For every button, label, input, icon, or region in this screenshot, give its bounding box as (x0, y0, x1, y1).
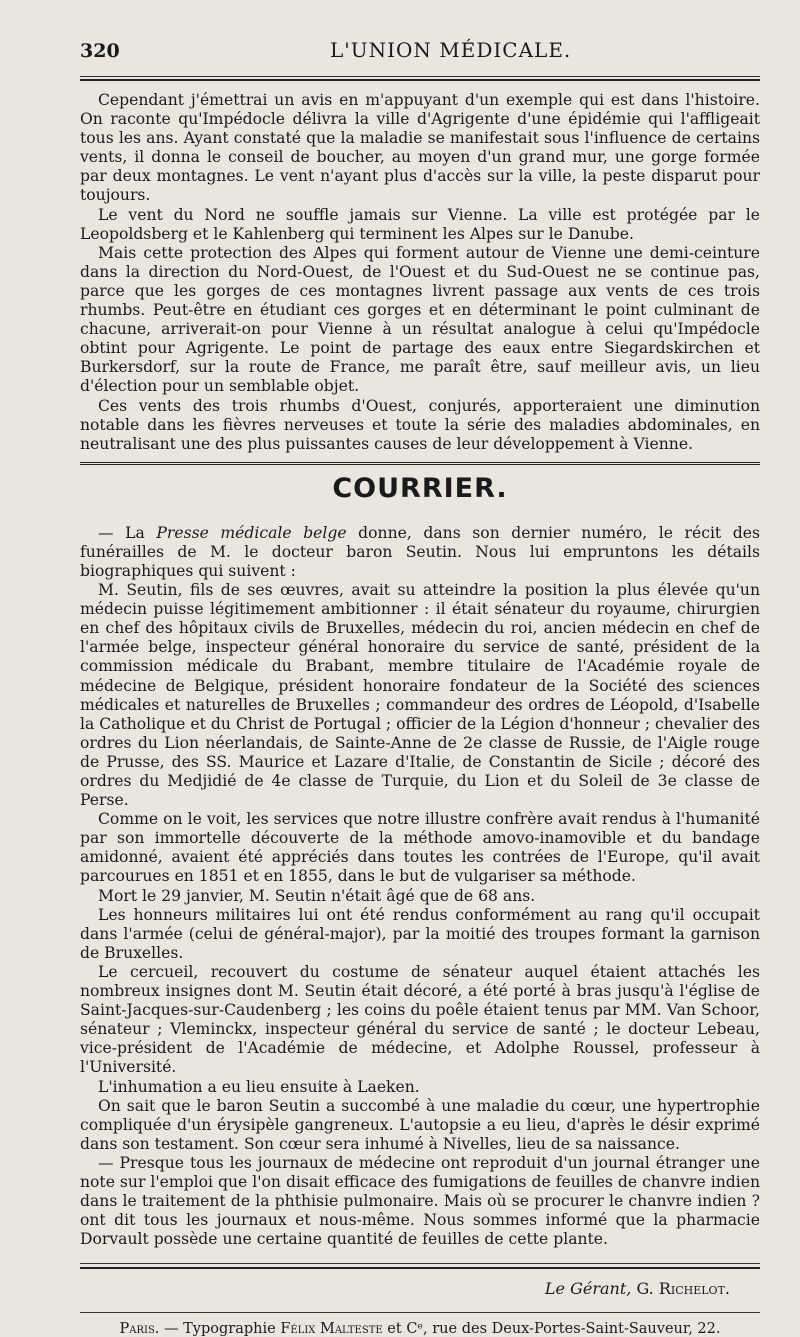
paragraph: M. Seutin, fils de ses œuvres, avait su atteindre la position la plus élevée qu'un médecin puisse légitimement ambitionner : il était sénateur du royaume, chirurgien en chef des hôpitaux civils de Bruxelles, médecin du roi, ancien médecin en chef de l'armée belge, inspecteur général honoraire du service de santé, président de la commission médicale du Brabant, membre titulaire de l'Académie royale de médecine de Belgique, président honoraire fondateur de la Société des sciences médicales et naturelles de Bruxelles ; commandeur des ordres de Léopold, d'Isabelle la Catholique et du Christ de Portugal ; officier de la Légion d'honneur ; chevalier des ordres du Lion néerlandais, de Sainte-Anne de 2e classe de Russie, de l'Aigle rouge de Prusse, des SS. Maurice et Lazare d'Italie, de Constantin de Sicile ; décoré des ordres du Medjidié de 4e classe de Turquie, du Lion et du Soleil de 3e classe de Perse. (80, 581, 760, 810)
signature-name: G. Richelot. (636, 1279, 730, 1299)
paragraph: Les honneurs militaires lui ont été rendus conformément au rang qu'il occupait dans l'armée (celui de général-major), par la moitié des troupes formant la garnison de Bruxelles. (80, 905, 760, 962)
section-vienne-winds (80, 91, 760, 454)
intro-rest: donne, dans son dernier numéro, le récit des funérailles de M. le docteur baron Seutin. Nous lui empruntons les détails biographiques qui suivent : (80, 523, 760, 580)
paragraph: Cependant j'émettrai un avis en m'appuyant d'un exemple qui est dans l'histoire. On raconte qu'Impédocle délivra la ville d'Agrigente d'une épidémie qui l'affligeait tous les ans. Ayant constaté que la maladie se manifestait sous l'influence de certains vents, il donna le conseil de boucher, au moyen d'un grand mur, une gorge formée par deux montagnes. Le vent n'ayant plus d'accès sur la ville, la peste disparut pour toujours. (80, 91, 760, 205)
footer-rule (80, 1263, 760, 1264)
paragraph: L'inhumation a eu lieu ensuite à Laeken. (98, 1077, 420, 1096)
paragraph: Ces vents des trois rhumbs d'Ouest, conjurés, apporteraient une diminution notable dans les fièvres nerveuses et toute la série des maladies abdominales, en neutralisant une des plus puissantes causes de leur développement à Vienne. (80, 396, 760, 453)
paragraph: Mort le 29 janvier, M. Seutin n'était âgé que de 68 ans. (98, 886, 536, 905)
imprint-text-before: — Typographie (159, 1321, 281, 1337)
signature-role: Le Gérant, (544, 1279, 632, 1299)
section-divider (80, 462, 760, 465)
paragraph: Le vent du Nord ne souffle jamais sur Vienne. La ville est protégée par le Leopoldsberg et le Kahlenberg qui terminent les Alpes sur le Danube. (80, 205, 760, 243)
imprint-rule (80, 1312, 760, 1313)
imprint (80, 1321, 760, 1337)
running-title: L'UNION MÉDICALE. (330, 38, 572, 62)
section-title-courrier: COURRIER. (332, 472, 508, 504)
imprint-text-after: et Cᵉ, rue des Deux-Portes-Saint-Sauveur, 22. (382, 1321, 721, 1337)
signature (80, 1279, 730, 1298)
paragraph: — Presque tous les journaux de médecine ont reproduit d'un journal étranger une note sur l'emploi que l'on disait efficace des fumigations de feuilles de chanvre indien dans le traitement de la phthisie pulmonaire. Mais où se procurer le chanvre indien ? ont dit tous les journaux et nous-même. Nous sommes informé que la pharmacie Dorvault possède une certaine quantité de feuilles de cette plante. (80, 1153, 760, 1249)
paragraph: Comme on le voit, les services que notre illustre confrère avait rendus à l'humanité par son immortelle découverte de la méthode amovo-inamovible et du bandage amidonné, avaient été appréciés dans toutes les contrées de l'Europe, qu'il avait parcourues en 1851 et en 1855, dans le but de vulgariser sa méthode. (80, 810, 760, 886)
imprint-city: Paris. (119, 1321, 160, 1337)
page-number: 320 (80, 40, 120, 62)
header-rule (80, 76, 760, 77)
section-courrier (80, 524, 760, 1250)
journal-name: Presse médicale belge (156, 523, 347, 542)
paragraph: Mais cette protection des Alpes qui forment autour de Vienne une demi-ceinture dans la direction du Nord-Ouest, de l'Ouest et du Sud-Ouest ne se continue pas, parce que les gorges de ces montagnes livrent passage aux vents de ces trois rhumbs. Peut-être en étudiant ces gorges et en déterminant le point culminant de chacune, arriverait-on pour Vienne à un résultat analogue à celui qu'Impédocle obtint pour Agrigente. Le point de partage des eaux entre Siegardskirchen et Burkersdorf, sur la route de France, me paraît être, sauf meilleur avis, un lieu d'élection pour un semblable objet. (80, 243, 760, 396)
header-rule-thick (80, 79, 760, 81)
paragraph: Le cercueil, recouvert du costume de sénateur auquel étaient attachés les nombreux insignes dont M. Seutin était décoré, a été porté à bras jusqu'à l'église de Saint-Jacques-sur-Caudenberg ; les coins du poêle étaient tenus par MM. Van Schoor, sénateur ; Vleminckx, inspecteur général du service de santé ; le docteur Lebeau, vice-président de l'Académie de médecine, et Adolphe Roussel, professeur à l'Université. (80, 962, 760, 1077)
intro-prefix: — La (98, 523, 157, 542)
imprint-printer: Félix Malteste (280, 1321, 383, 1337)
paragraph: On sait que le baron Seutin a succombé à une maladie du cœur, une hypertrophie compliquée d'un érysipèle gangreneux. L'autopsie a eu lieu, d'après le désir exprimé dans son testament. Son cœur sera inhumé à Nivelles, lieu de sa naissance. (80, 1096, 760, 1153)
footer-rule-thick (80, 1267, 760, 1269)
courrier-intro (80, 524, 760, 581)
page-header (80, 38, 760, 72)
